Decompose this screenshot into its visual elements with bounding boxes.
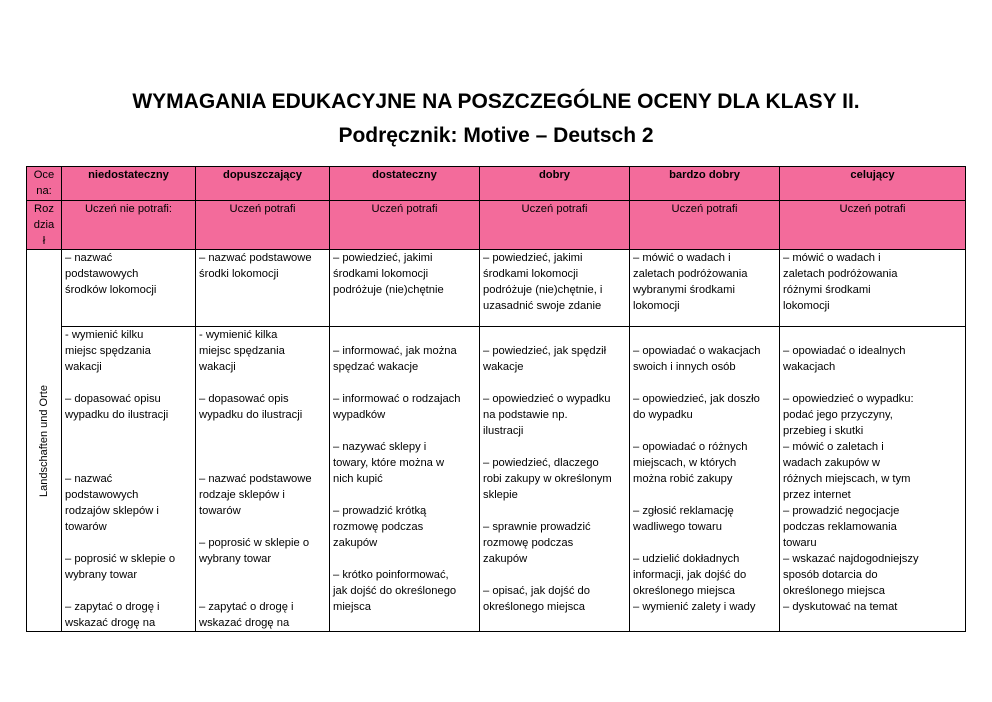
ability-header: Uczeń potrafi bbox=[780, 201, 966, 250]
chapter-cell bbox=[27, 250, 62, 632]
ability-header: Uczeń potrafi bbox=[480, 201, 630, 250]
table-row bbox=[27, 327, 966, 632]
page-subtitle: Podręcznik: Motive – Deutsch 2 bbox=[338, 124, 654, 147]
ocena-label: Oce na: bbox=[27, 167, 62, 201]
ability-header: Uczeń potrafi bbox=[630, 201, 780, 250]
chapter-label: Landschaften und Orte bbox=[38, 384, 50, 497]
table-cell: – opowiadać o idealnych wakacjach – opowiedzieć o wypadku: podać jego przyczyny, przebieg i skutki – mówić o zaletach i wadach zakupów w różnych miejscach, w tym przez internet – prowadzić negocjacje podczas reklamowania towaru – wskazać najdogodniejszy sposób dotarcia do określonego miejsca – dyskutować na temat bbox=[780, 327, 966, 632]
grade-header: dopuszczający bbox=[196, 167, 330, 201]
table-cell: - wymienić kilka miejsc spędzania wakacji – dopasować opis wypadku do ilustracji – nazwać podstawowe rodzaje sklepów i towarów – poprosić w sklepie o wybrany towar – zapytać o drogę i wskazać drogę na bbox=[196, 327, 330, 632]
grade-header: dostateczny bbox=[330, 167, 480, 201]
table-cell: – mówić o wadach i zaletach podróżowania różnymi środkami lokomocji bbox=[780, 250, 966, 327]
page-title: WYMAGANIA EDUKACYJNE NA POSZCZEGÓLNE OCENY DLA KLASY II. bbox=[132, 90, 860, 113]
table-cell: – powiedzieć, jak spędził wakacje – opowiedzieć o wypadku na podstawie np. ilustracji – powiedzieć, dlaczego robi zakupy w określonym sklepie – sprawnie prowadzić rozmowę podczas zakupów – opisać, jak dojść do określonego miejsca bbox=[480, 327, 630, 632]
grade-header: celujący bbox=[780, 167, 966, 201]
rozdzial-label: Roz dzia ł bbox=[27, 201, 62, 250]
grade-header: dobry bbox=[480, 167, 630, 201]
grade-header: niedostateczny bbox=[62, 167, 196, 201]
table-cell: – nazwać podstawowe środki lokomocji bbox=[196, 250, 330, 327]
table-cell: - wymienić kilku miejsc spędzania wakacji – dopasować opisu wypadku do ilustracji – nazwać podstawowych rodzajów sklepów i towarów – poprosić w sklepie o wybrany towar – zapytać o drogę i wskazać drogę na bbox=[62, 327, 196, 632]
table-cell: – informować, jak można spędzać wakacje – informować o rodzajach wypadków – nazywać sklepy i towary, które można w nich kupić – prowadzić krótką rozmowę podczas zakupów – krótko poinformować, jak dojść do określonego miejsca bbox=[330, 327, 480, 632]
table-cell: – nazwać podstawowych środków lokomocji bbox=[62, 250, 196, 327]
grades-header-row bbox=[27, 167, 966, 201]
requirements-table bbox=[26, 166, 966, 632]
table-cell: – powiedzieć, jakimi środkami lokomocji podróżuje (nie)chętnie, i uzasadnić swoje zdanie bbox=[480, 250, 630, 327]
ability-header: Uczeń potrafi bbox=[330, 201, 480, 250]
ability-header-row bbox=[27, 201, 966, 250]
ability-header: Uczeń nie potrafi: bbox=[62, 201, 196, 250]
grade-header: bardzo dobry bbox=[630, 167, 780, 201]
ability-header: Uczeń potrafi bbox=[196, 201, 330, 250]
table-cell: – powiedzieć, jakimi środkami lokomocji podróżuje (nie)chętnie bbox=[330, 250, 480, 327]
table-cell: – opowiadać o wakacjach swoich i innych osób – opowiedzieć, jak doszło do wypadku – opowiadać o różnych miejscach, w których można robić zakupy – zgłosić reklamację wadliwego towaru – udzielić dokładnych informacji, jak dojść do określonego miejsca – wymienić zalety i wady bbox=[630, 327, 780, 632]
table-cell: – mówić o wadach i zaletach podróżowania wybranymi środkami lokomocji bbox=[630, 250, 780, 327]
table-row bbox=[27, 250, 966, 327]
